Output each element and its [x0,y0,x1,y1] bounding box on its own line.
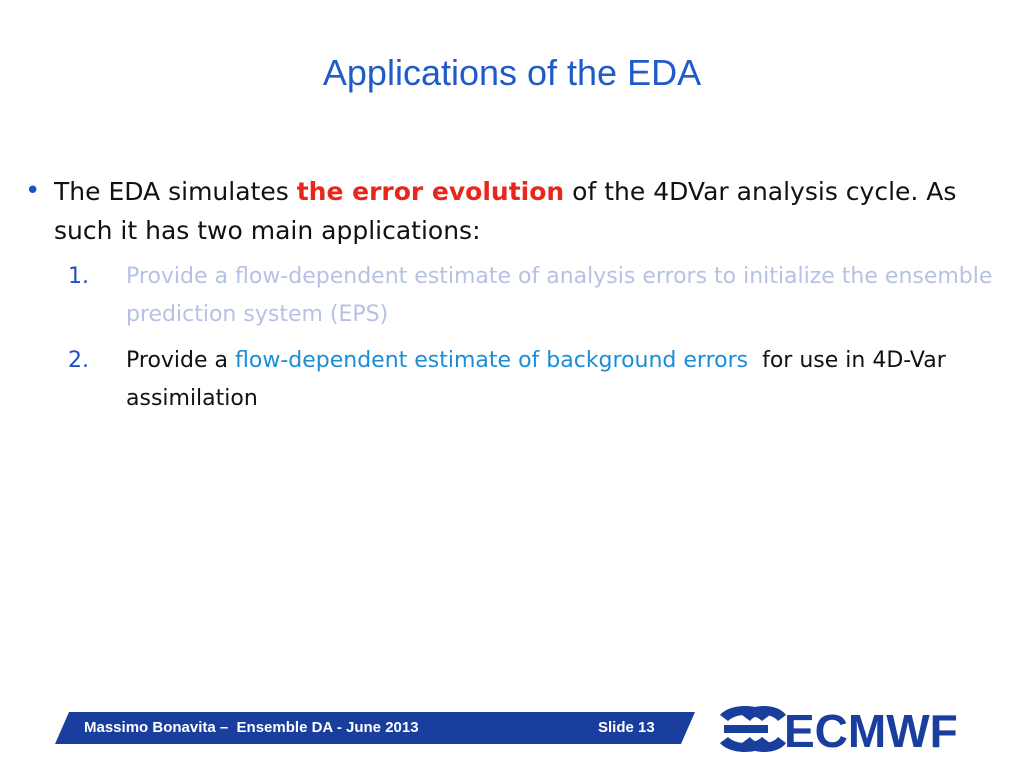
list-item-2-tail: for use in 4D-Var assimilation [126,348,953,411]
slide-number: Slide 13 [598,719,655,736]
logo-text: ECMWF [784,705,958,753]
list-item-1-text: Provide a flow-dependent estimate of analysis errors to initialize the ensemble prediction system (EPS) [126,264,993,327]
main-bullet [22,172,1007,250]
list-item-2-lead: Provide a [126,348,236,373]
list-number-1: 1. [68,264,89,289]
bullet-dot-icon: • [25,176,41,206]
applications-list [22,258,1007,418]
footer-text: Massimo Bonavita – Ensemble DA - June 2013 [84,719,419,736]
list-item-2-highlight: flow-dependent estimate of background errors [235,348,749,373]
bullet-text-part2: of the 4DVar analysis cycle. As such it has two main applications: [54,177,957,245]
bullet-text-part1: The EDA simulates [54,177,297,206]
list-item-1 [68,258,1007,334]
list-number-2: 2. [68,348,89,373]
ecmwf-logo [720,705,960,753]
slide-content [22,172,1007,426]
slide-title: Applications of the EDA [322,52,702,93]
list-item-2 [68,342,1007,418]
bullet-highlight: the error evolution [296,177,565,206]
